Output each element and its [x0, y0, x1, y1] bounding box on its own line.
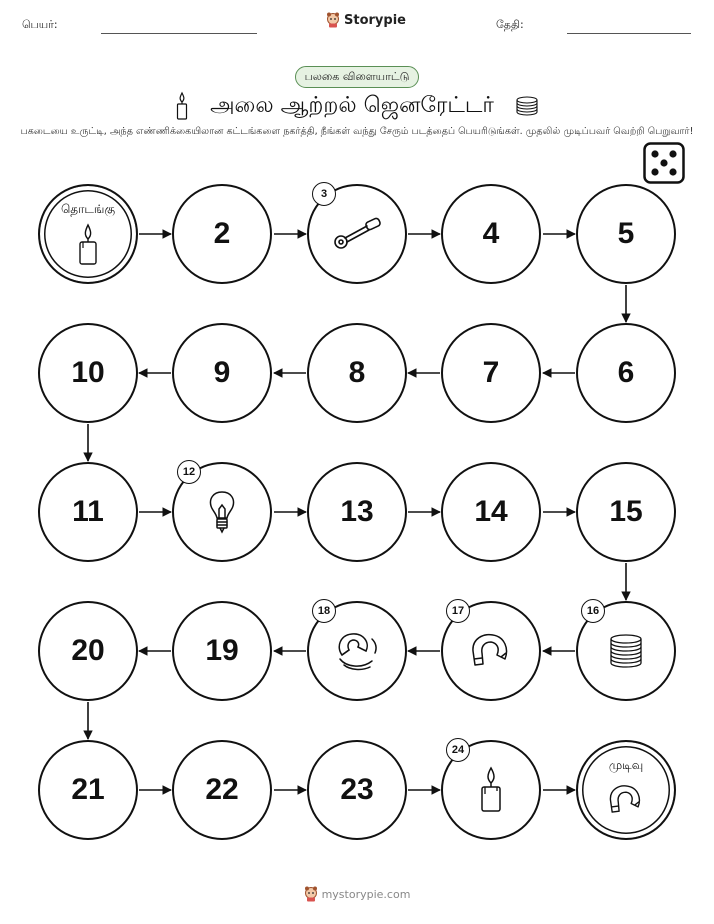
- board-cell-19[interactable]: [172, 601, 272, 701]
- magnet-icon: [469, 631, 513, 671]
- board-cell-18[interactable]: [307, 601, 407, 701]
- cell-number: 6: [617, 356, 635, 389]
- board-cell-8[interactable]: [307, 323, 407, 423]
- cell-badge: 18: [312, 599, 336, 623]
- cell-number: 14: [474, 495, 508, 528]
- cell-number: 21: [71, 773, 105, 806]
- board-cell-6[interactable]: [576, 323, 676, 423]
- board-cell-22[interactable]: [172, 740, 272, 840]
- board-cell-finish[interactable]: [576, 740, 676, 840]
- board-cell-23[interactable]: [307, 740, 407, 840]
- board-cell-9[interactable]: [172, 323, 272, 423]
- storypie-mascot-icon: [304, 886, 318, 902]
- board-cell-4[interactable]: [441, 184, 541, 284]
- cell-badge: 12: [177, 460, 201, 484]
- cell-number: 7: [482, 356, 500, 389]
- lightbulb-icon: [207, 489, 237, 535]
- brand-name: Storypie: [344, 12, 406, 28]
- cell-number: 8: [348, 356, 366, 389]
- cell-number: 20: [71, 634, 105, 667]
- cell-number: 4: [482, 217, 500, 250]
- magnet-icon: [607, 782, 645, 818]
- board-cell-16[interactable]: [576, 601, 676, 701]
- footer: [0, 886, 714, 902]
- magnet-field-icon: [332, 629, 382, 673]
- cell-number: 23: [340, 773, 374, 806]
- date-label: தேதி:: [496, 18, 524, 31]
- cell-badge: 16: [581, 599, 605, 623]
- page-title: அலை ஆற்றல் ஜெனரேட்டர்: [210, 93, 494, 118]
- board-cell-10[interactable]: [38, 323, 138, 423]
- coil-icon: [606, 631, 646, 671]
- crank-icon: [329, 214, 385, 254]
- board-cell-21[interactable]: [38, 740, 138, 840]
- board-cell-5[interactable]: [576, 184, 676, 284]
- candle-icon: [75, 223, 101, 267]
- board-cell-2[interactable]: [172, 184, 272, 284]
- board-cell-14[interactable]: [441, 462, 541, 562]
- board-cell-3[interactable]: [307, 184, 407, 284]
- finish-label: முடிவு: [608, 758, 644, 772]
- cell-number: 13: [340, 495, 374, 528]
- cell-number: 5: [617, 217, 635, 250]
- cell-number: 15: [609, 495, 643, 528]
- instructions: பகடையை உருட்டி, அந்த எண்ணிக்கையிலான கட்டங்களை நகர்த்தி, நீங்கள் வந்து சேரும் படத்தைப் பெயரிடுங்கள். முதலில் முடிப்பவர் வெற்றி பெறுவார்!: [20, 126, 694, 137]
- board-cell-11[interactable]: [38, 462, 138, 562]
- footer-link[interactable]: mystorypie.com: [321, 887, 411, 901]
- cell-number: 10: [71, 356, 105, 389]
- board-cell-start[interactable]: [38, 184, 138, 284]
- start-label: தொடங்கு: [60, 202, 116, 216]
- cell-badge: 3: [312, 182, 336, 206]
- cell-badge: 24: [446, 738, 470, 762]
- board-cell-20[interactable]: [38, 601, 138, 701]
- cell-number: 9: [213, 356, 231, 389]
- cell-number: 22: [205, 773, 239, 806]
- cell-number: 2: [213, 217, 231, 250]
- board-cell-12[interactable]: [172, 462, 272, 562]
- board-cell-15[interactable]: [576, 462, 676, 562]
- candle-icon: [478, 765, 504, 815]
- cell-badge: 17: [446, 599, 470, 623]
- board-cell-24[interactable]: [441, 740, 541, 840]
- board-cell-13[interactable]: [307, 462, 407, 562]
- category-pill: பலகை விளையாட்டு: [295, 66, 419, 88]
- board-cell-7[interactable]: [441, 323, 541, 423]
- cell-number: 11: [72, 495, 104, 528]
- name-label: பெயர்:: [22, 18, 58, 31]
- cell-number: 19: [205, 634, 239, 667]
- board-cell-17[interactable]: [441, 601, 541, 701]
